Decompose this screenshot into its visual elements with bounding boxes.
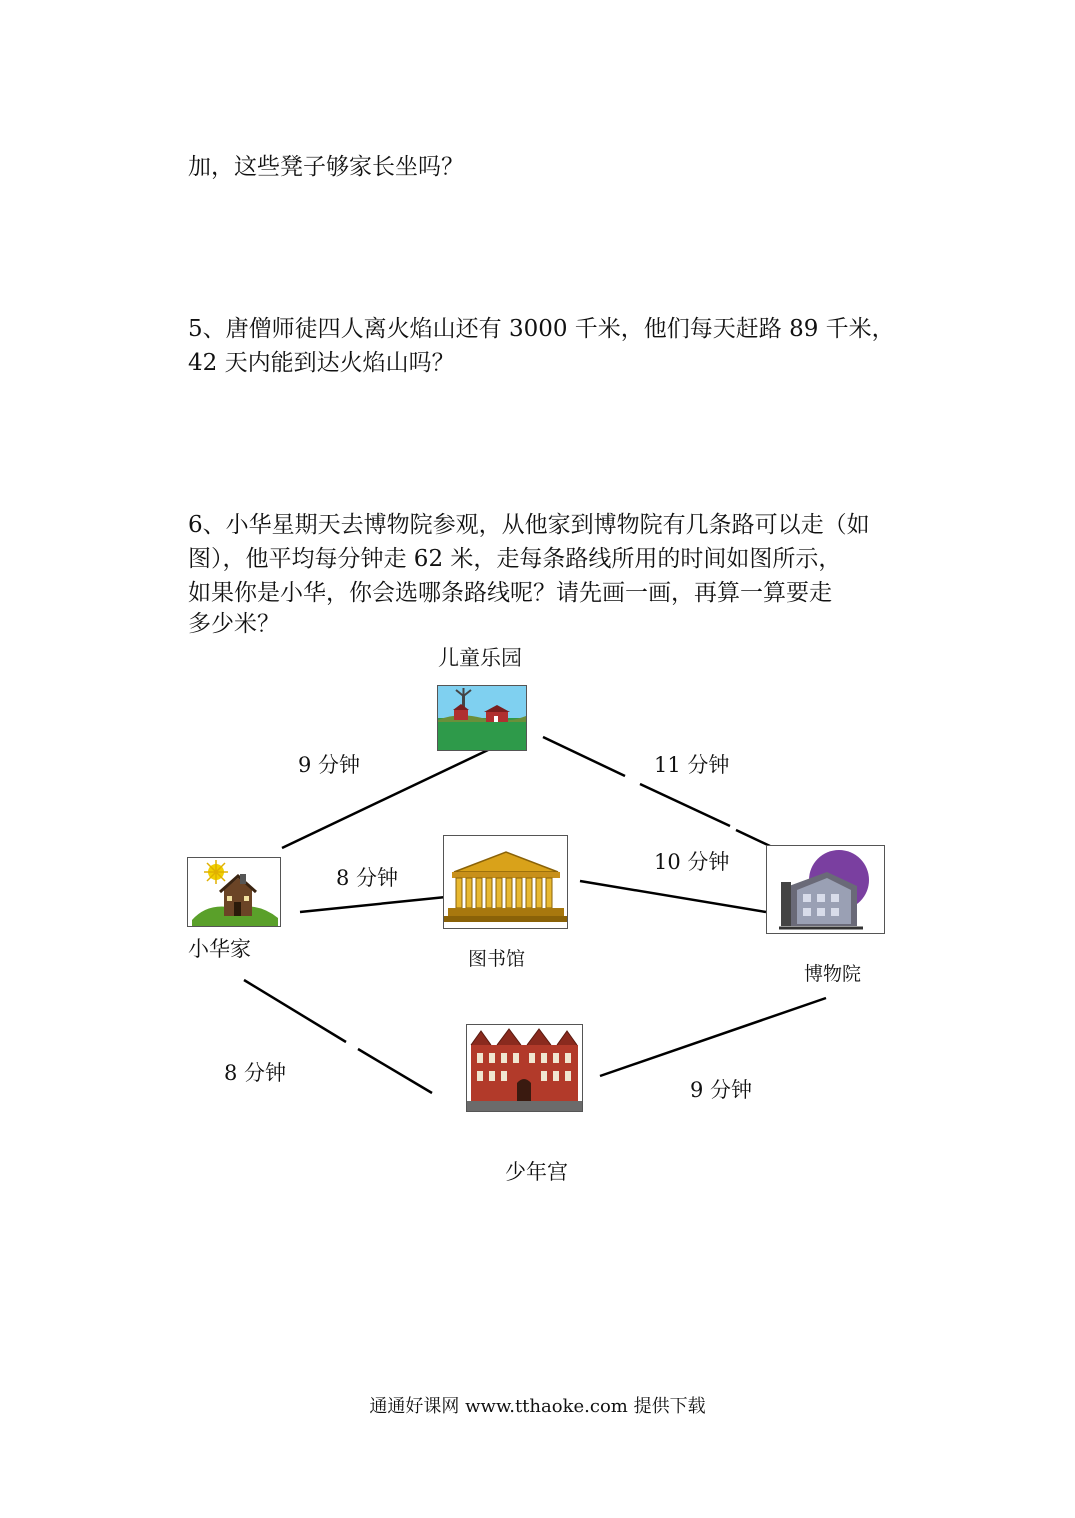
time-home-palace: 8 分钟 xyxy=(224,1061,287,1085)
time-home-park: 9 分钟 xyxy=(298,753,361,777)
house-icon xyxy=(188,858,280,926)
park-icon xyxy=(438,686,526,750)
palace-icon xyxy=(467,1025,582,1111)
time-park-museum: 11 分钟 xyxy=(654,753,730,777)
route-home-palace-a xyxy=(244,980,346,1042)
question-5-line-2: 42 天内能到达火焰山吗？ xyxy=(188,350,455,376)
time-library-museum: 10 分钟 xyxy=(654,850,730,874)
route-park-museum-c xyxy=(736,830,770,846)
route-park-museum-b xyxy=(640,784,730,826)
label-library: 图书馆 xyxy=(468,948,526,970)
label-palace: 少年宫 xyxy=(505,1160,568,1184)
route-home-library xyxy=(300,897,446,912)
route-palace-museum xyxy=(600,998,826,1076)
route-library-museum xyxy=(580,881,766,912)
label-home: 小华家 xyxy=(188,937,251,961)
museum-icon xyxy=(767,846,884,933)
home-picture xyxy=(187,857,281,927)
time-palace-museum: 9 分钟 xyxy=(690,1078,753,1102)
question-6-line-1: 6、小华星期天去博物院参观，从他家到博物院有几条路可以走（如 xyxy=(188,512,870,538)
continuation-text: 加，这些凳子够家长坐吗？ xyxy=(188,154,464,180)
footer-text: 通通好课网 www.tthaoke.com 提供下载 xyxy=(369,1396,706,1417)
question-6-line-3: 如果你是小华，你会选哪条路线呢？请先画一画，再算一算要走 xyxy=(188,580,832,606)
label-museum: 博物院 xyxy=(804,963,862,985)
palace-picture xyxy=(466,1024,583,1112)
route-park-museum-a xyxy=(543,737,625,776)
park-picture xyxy=(437,685,527,751)
question-6-line-4: 多少米？ xyxy=(188,611,280,637)
route-home-palace-b xyxy=(358,1049,432,1093)
library-icon xyxy=(444,836,567,928)
library-picture xyxy=(443,835,568,929)
time-home-library: 8 分钟 xyxy=(336,866,399,890)
question-6-line-2: 图），他平均每分钟走 62 米，走每条路线所用的时间如图所示， xyxy=(188,546,842,572)
question-5-line-1: 5、唐僧师徒四人离火焰山还有 3000 千米，他们每天赶路 89 千米， xyxy=(188,316,895,342)
label-park: 儿童乐园 xyxy=(438,646,522,670)
museum-picture xyxy=(766,845,885,934)
